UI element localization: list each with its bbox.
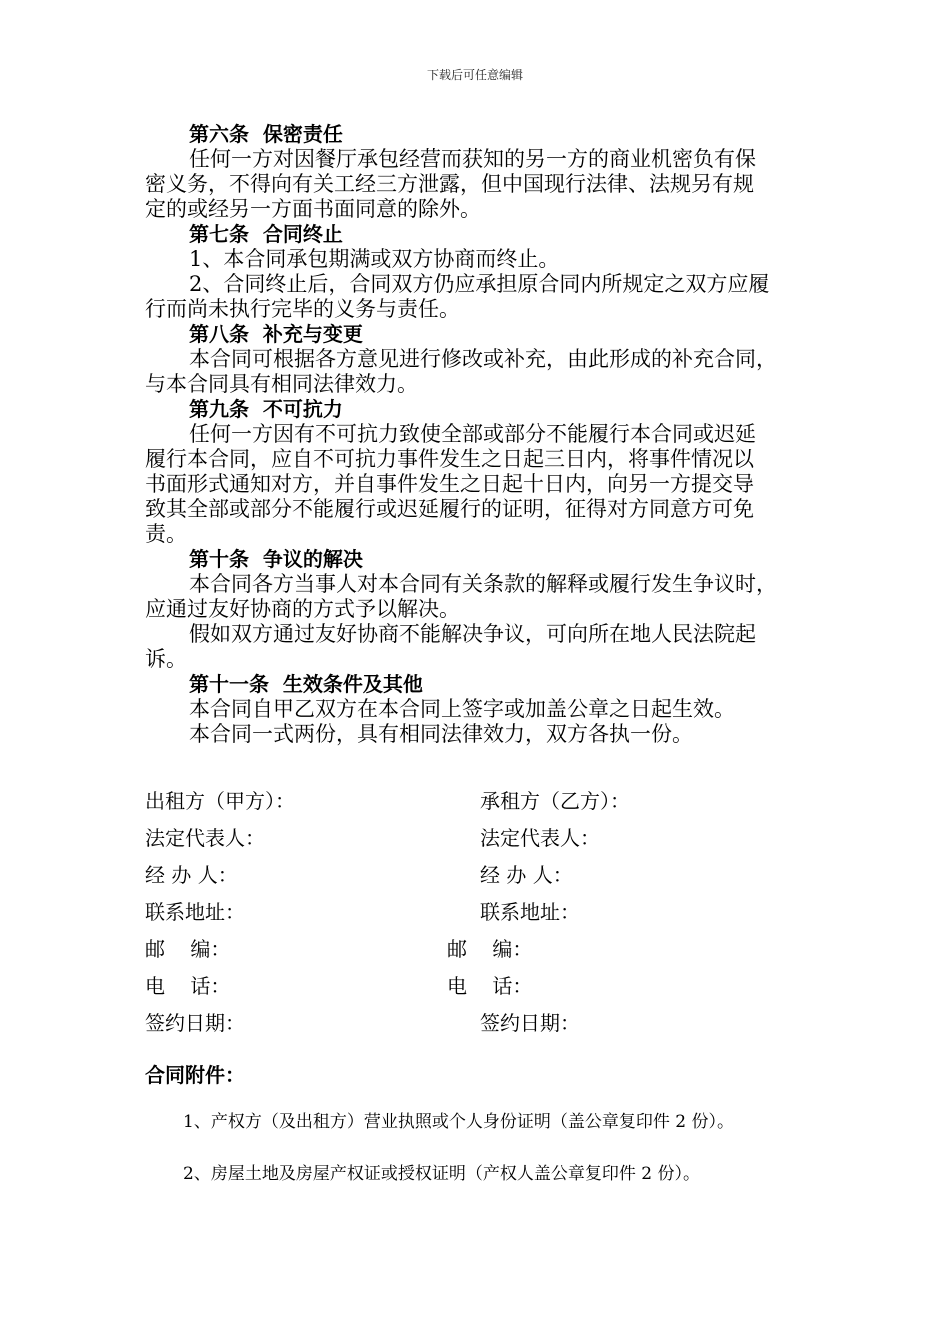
- clause-text-line: 本合同可根据各方意见进行修改或补充，由此形成的补充合同，: [189, 347, 777, 371]
- clause-text-line: 假如双方通过友好协商不能解决争议，可向所在地人民法院起: [189, 622, 756, 646]
- clause-heading: 第六条 保密责任: [189, 122, 343, 146]
- lessor-field: 签约日期：: [145, 1011, 245, 1035]
- clause-text-line: 致其全部或部分不能履行或迟延履行的证明，征得对方同意方可免: [145, 497, 754, 521]
- clause-heading: 第十一条 生效条件及其他: [189, 672, 423, 696]
- clause-text-line: 2、合同终止后，合同双方仍应承担原合同内所规定之双方应履: [189, 272, 770, 296]
- clause-text-line: 密义务，不得向有关工经三方泄露，但中国现行法律、法规另有规: [145, 172, 754, 196]
- clause-text-line: 履行本合同，应自不可抗力事件发生之日起三日内，将事件情况以: [145, 447, 754, 471]
- clause-text-line: 诉。: [145, 647, 187, 671]
- lessor-field: 经 办 人：: [145, 863, 238, 887]
- lessor-field: 邮 编：: [145, 937, 231, 961]
- lessee-field: 邮 编：: [447, 937, 533, 961]
- clause-text-line: 本合同一式两份，具有相同法律效力，双方各执一份。: [189, 722, 693, 746]
- lessee-field: 承租方（乙方）：: [480, 789, 630, 813]
- clause-text-line: 定的或经另一方面书面同意的除外。: [145, 197, 481, 221]
- clause-text-line: 本合同自甲乙双方在本合同上签字或加盖公章之日起生效。: [189, 697, 735, 721]
- clause-text-line: 应通过友好协商的方式予以解决。: [145, 597, 460, 621]
- lessor-field: 出租方（甲方）：: [145, 789, 295, 813]
- annex-title: 合同附件：: [145, 1063, 245, 1087]
- lessee-field: 法定代表人：: [480, 826, 600, 850]
- clause-text-line: 1、本合同承包期满或双方协商而终止。: [189, 247, 560, 271]
- lessor-field: 联系地址：: [145, 900, 245, 924]
- lessee-field: 签约日期：: [480, 1011, 580, 1035]
- contract-body: [145, 122, 825, 747]
- clause-heading: 第七条 合同终止: [189, 222, 343, 246]
- lessee-field: 联系地址：: [480, 900, 580, 924]
- clause-text-line: 与本合同具有相同法律效力。: [145, 372, 418, 396]
- clause-text-line: 任何一方因有不可抗力致使全部或部分不能履行本合同或迟延: [189, 422, 756, 446]
- clause-heading: 第十条 争议的解决: [189, 547, 363, 571]
- annex-item-1: 1、产权方（及出租方）营业执照或个人身份证明（盖公章复印件 2 份）。: [183, 1112, 734, 1132]
- clause-text-line: 任何一方对因餐厅承包经营而获知的另一方的商业机密负有保: [189, 147, 756, 171]
- clause-text-line: 行而尚未执行完毕的义务与责任。: [145, 297, 460, 321]
- clause-heading: 第九条 不可抗力: [189, 397, 343, 421]
- clause-text-line: 本合同各方当事人对本合同有关条款的解释或履行发生争议时，: [189, 572, 777, 596]
- annex-item-2: 2、房屋土地及房屋产权证或授权证明（产权人盖公章复印件 2 份）。: [183, 1164, 700, 1184]
- lessee-field: 电 话：: [447, 974, 533, 998]
- clause-heading: 第八条 补充与变更: [189, 322, 363, 346]
- lessor-field: 法定代表人：: [145, 826, 265, 850]
- page-header: 下载后可任意编辑: [426, 68, 523, 82]
- clause-text-line: 责。: [145, 522, 187, 546]
- clause-text-line: 书面形式通知对方，并自事件发生之日起十日内，向另一方提交导: [145, 472, 754, 496]
- lessee-field: 经 办 人：: [480, 863, 573, 887]
- lessor-field: 电 话：: [145, 974, 231, 998]
